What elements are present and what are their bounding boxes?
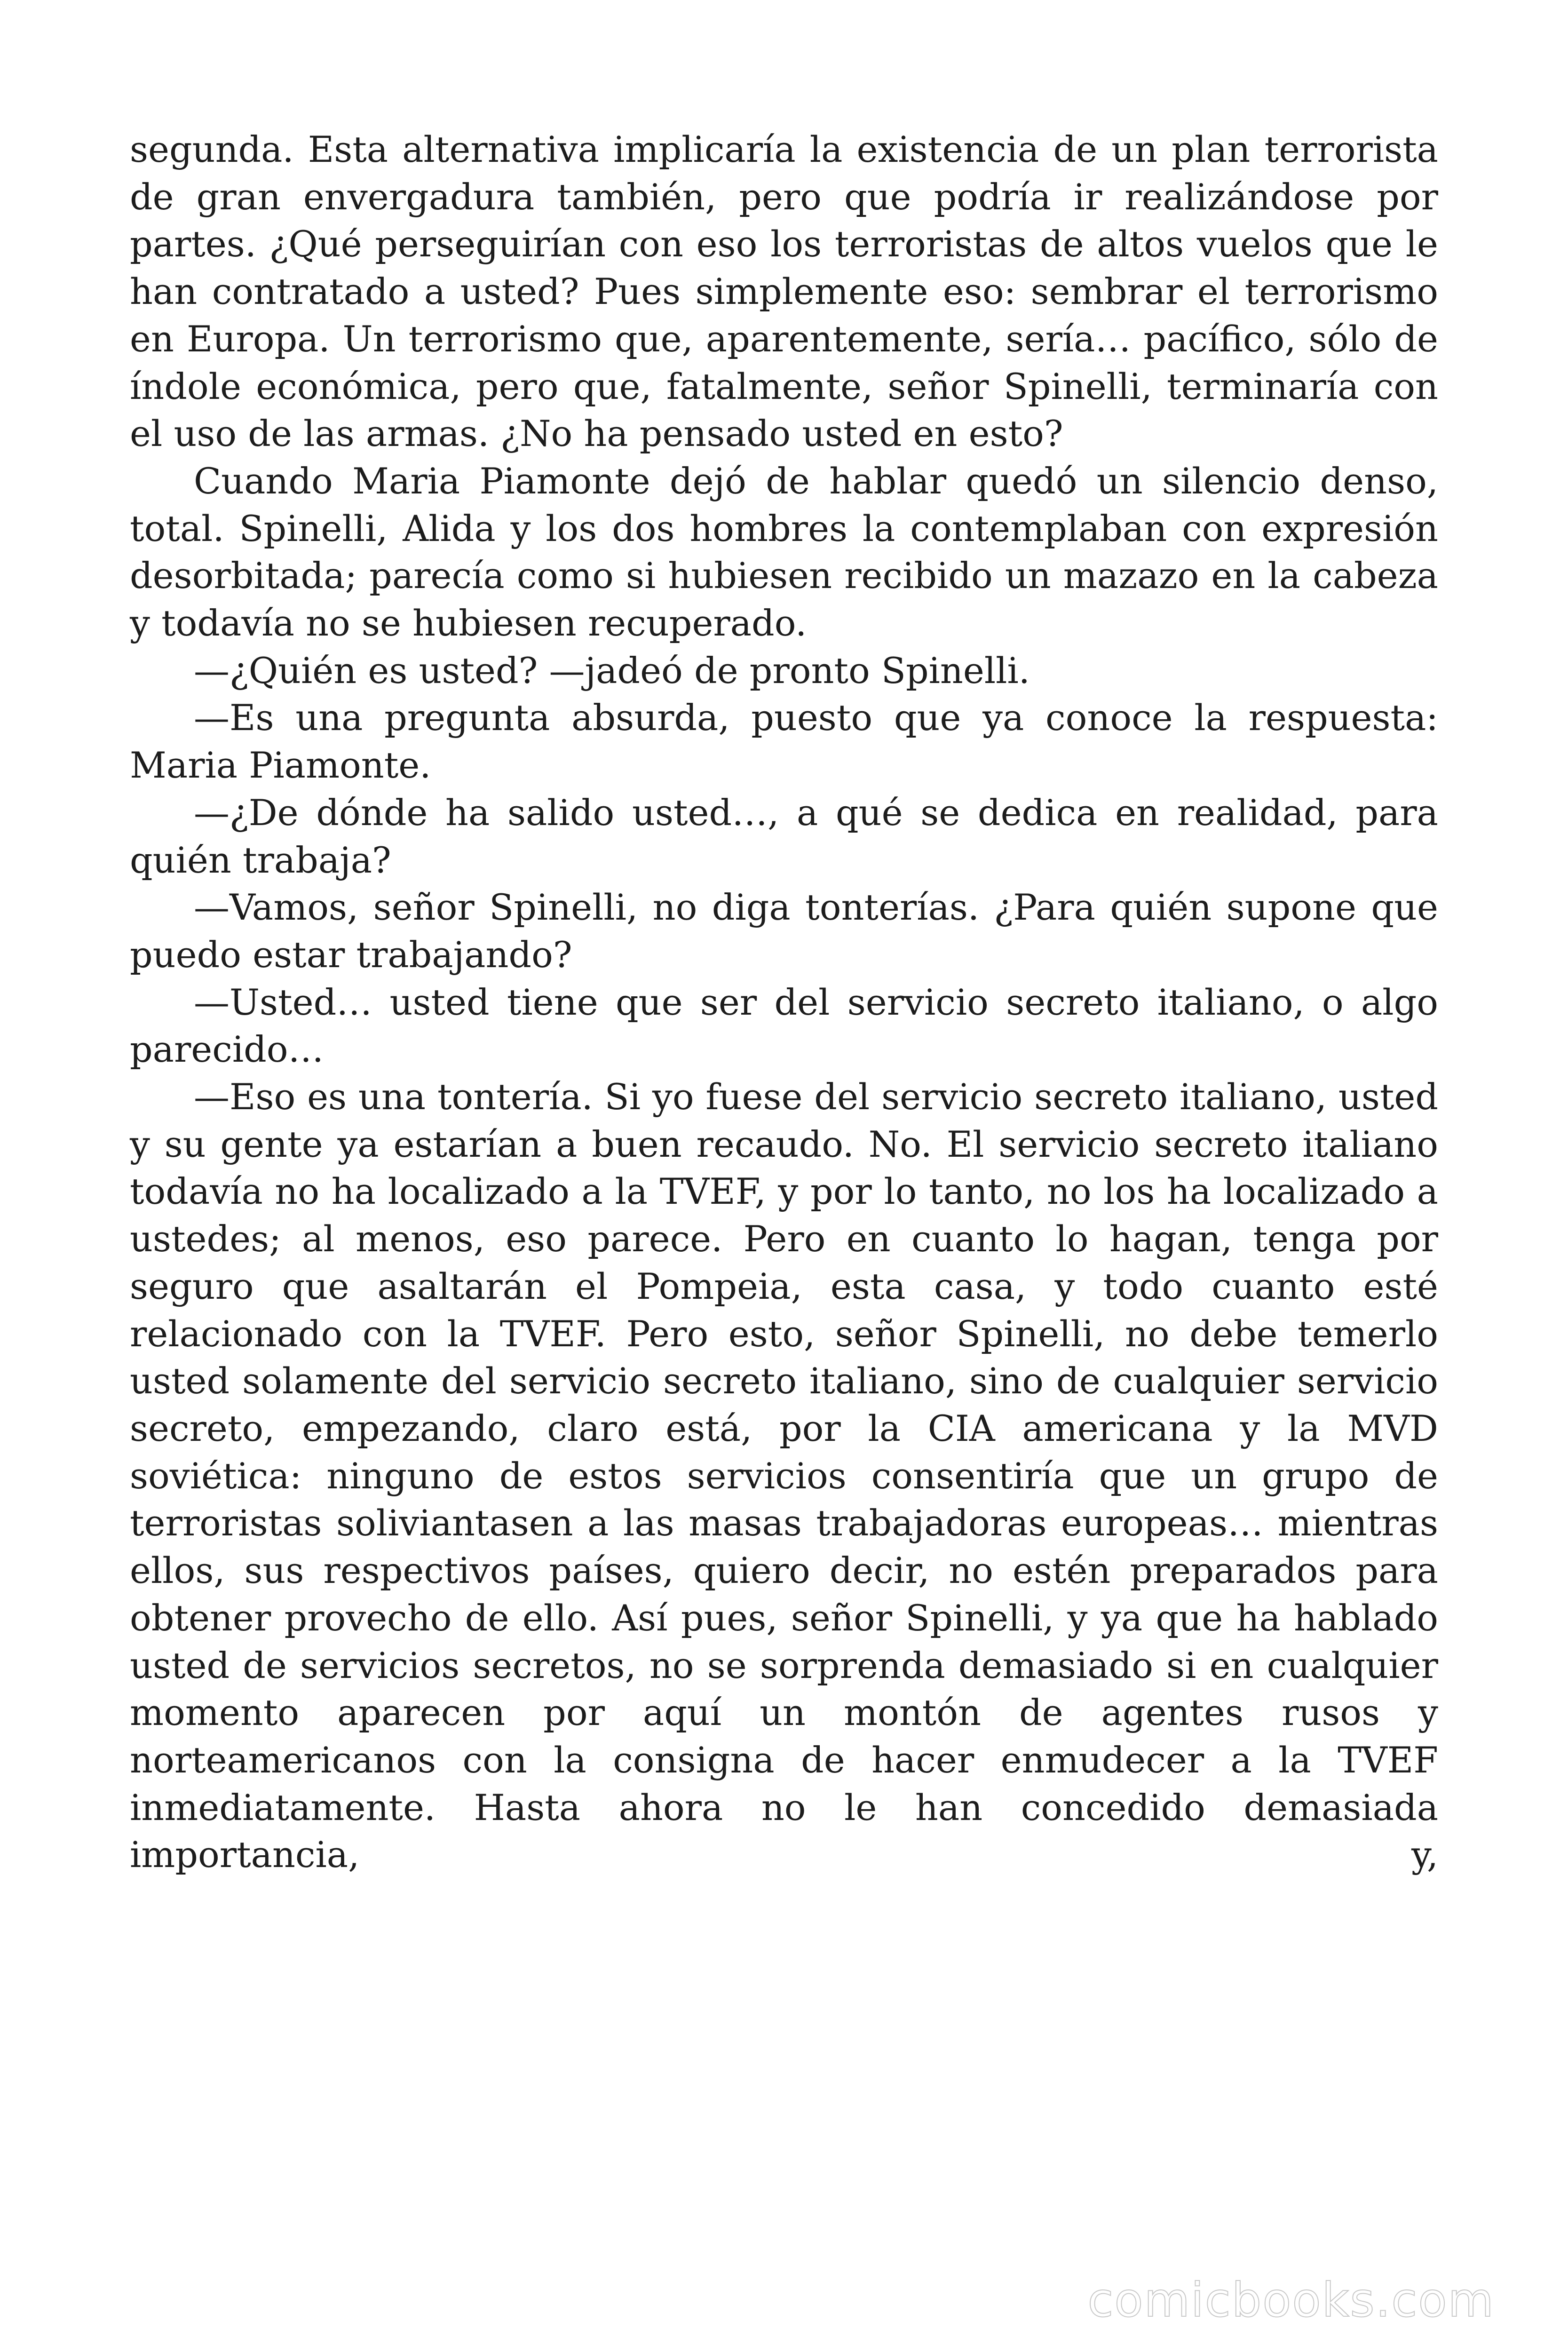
- paragraph-2: Cuando Maria Piamonte dejó de hablar quedó un silencio denso, total. Spinelli, Alida y los dos hombres la contemplaban con expresión desorbitada; parecía como si hubiesen recibido un mazazo en la cabeza y todavía no se hubiesen recuperado.: [130, 460, 1438, 644]
- paragraph-3: —¿Quién es usted? —jadeó de pronto Spinelli.: [194, 649, 1030, 691]
- paragraph-6: —Vamos, señor Spinelli, no diga tonterías. ¿Para quién supone que puedo estar trabajando?: [130, 886, 1438, 976]
- paragraph-1: segunda. Esta alternativa implicaría la existencia de un plan terrorista de gran envergadura también, pero que podría ir realizándose por partes. ¿Qué perseguirían con eso los terroristas de altos vuelos que le han contratado a usted? Pues simplemente eso: sembrar el terrorismo en Europa. Un terrorismo que, aparentemente, sería… pacífico, sólo de índole económica, pero que, fatalmente, señor Spinelli, terminaría con el uso de las armas. ¿No ha pensado usted en esto?: [130, 128, 1438, 455]
- paragraph-5: —¿De dónde ha salido usted…, a qué se dedica en realidad, para quién trabaja?: [130, 791, 1438, 881]
- body-text: [130, 126, 1438, 1879]
- paragraph-7: —Usted… usted tiene que ser del servicio secreto italiano, o algo parecido…: [130, 981, 1438, 1071]
- paragraph-4: —Es una pregunta absurda, puesto que ya conoce la respuesta: Maria Piamonte.: [130, 697, 1438, 787]
- paragraph-8: —Eso es una tontería. Si yo fuese del servicio secreto italiano, usted y su gente ya estarían a buen recaudo. No. El servicio secreto italiano todavía no ha localizado a la TVEF, y por lo tanto, no los ha localizado a ustedes; al menos, eso parece. Pero en cuanto lo hagan, tenga por seguro que asaltarán el Pompeia, esta casa, y todo cuanto esté relacionado con la TVEF. Pero esto, señor Spinelli, no debe temerlo usted solamente del servicio secreto italiano, sino de cualquier servicio secreto, empezando, claro está, por la CIA americana y la MVD soviética: ninguno de estos servicios consentiría que un grupo de terroristas soliviantasen a las masas trabajadoras europeas… mientras ellos, sus respectivos países, quiero decir, no estén preparados para obtener provecho de ello. Así pues, señor Spinelli, y ya que ha hablado usted de servicios secretos, no se sorprenda demasiado si en cualquier momento aparecen por aquí un montón de agentes rusos y norteamericanos con la consigna de hacer enmudecer a la TVEF inmediatamente. Hasta ahora no le han concedido demasiada importancia, y,: [130, 1076, 1438, 1876]
- watermark-logo: comicbooks.com: [1087, 2273, 1495, 2328]
